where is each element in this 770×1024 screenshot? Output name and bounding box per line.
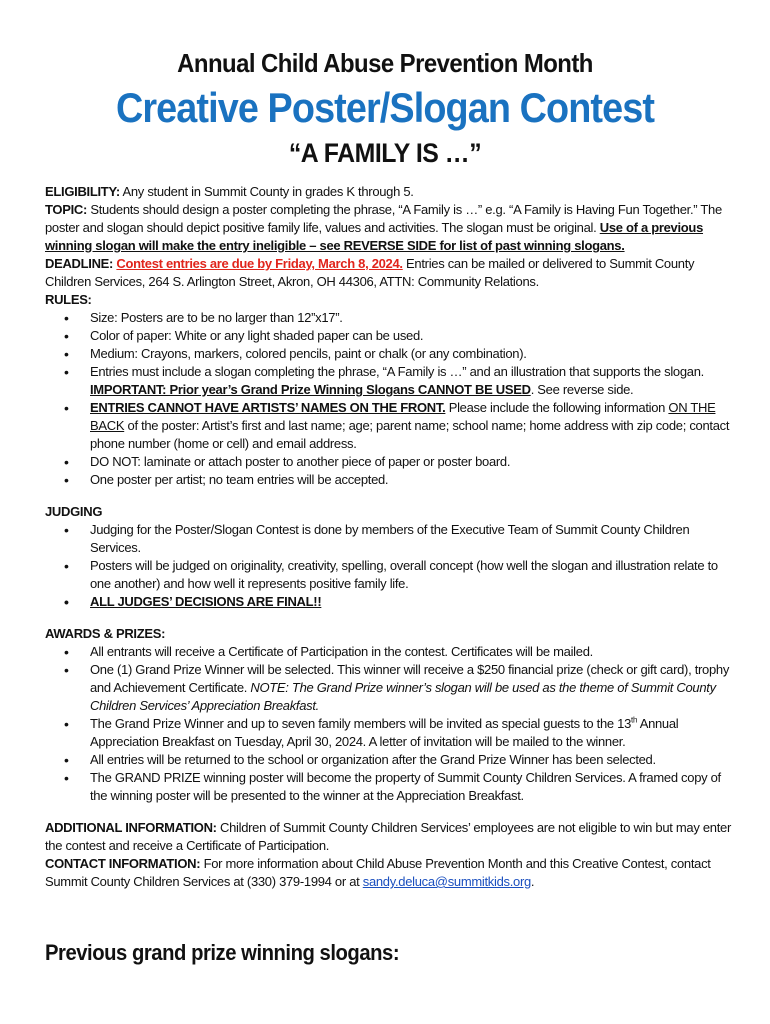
page-subtitle: “A FAMILY IS …” bbox=[288, 138, 482, 168]
contact-email-link[interactable]: sandy.deluca@summitkids.org bbox=[362, 874, 531, 889]
deadline-label: DEADLINE: bbox=[45, 256, 114, 271]
list-item: • Posters will be judged on originality, creativity, spelling, overall concept (how well the slogan and illustration relate to one another) and how well it represents positive family life. bbox=[90, 557, 735, 593]
award-tail: Annual Appreciation Breakfast on Tuesday, April 30, 2024. A letter of invitation will be mailed to the winner. bbox=[90, 716, 679, 749]
additional-label: ADDITIONAL INFORMATION: bbox=[45, 820, 217, 835]
additional-section bbox=[45, 819, 735, 855]
award-text: One (1) Grand Prize Winner will be selected. This winner will receive a $250 financial prize (check or gift card), trophy and Achievement Certificate. bbox=[90, 662, 730, 695]
judging-list bbox=[45, 521, 735, 611]
contact-section bbox=[45, 855, 735, 891]
topic-text: Students should design a poster completing the phrase, “A Family is …” e.g. “A Family is Having Fun Together.” The poster and slogan should depict positive family life, values and activities. The slogan must be original. bbox=[45, 202, 722, 235]
awards-list bbox=[45, 643, 735, 805]
list-item: • Color of paper: White or any light shaded paper can be used. bbox=[90, 327, 735, 345]
pre-title: Annual Child Abuse Prevention Month bbox=[177, 48, 593, 78]
award-text: The Grand Prize Winner and up to seven family members will be invited as special guests to the 13 bbox=[90, 716, 632, 731]
list-item: • DO NOT: laminate or attach poster to another piece of paper or poster board. bbox=[90, 453, 735, 471]
rule-tail: of the poster: Artist’s first and last name; age; parent name; school name; home address with zip code; contact phone number (home or cell) and email address. bbox=[90, 418, 730, 451]
awards-section bbox=[45, 625, 735, 805]
rule-text: Entries must include a slogan completing the phrase, “A Family is …” and an illustration that supports the slogan. bbox=[90, 364, 704, 379]
list-item: • The GRAND PRIZE winning poster will become the property of Summit County Children Services. A framed copy of the winning poster will be presented to the winner at the Appreciation Breakfast. bbox=[90, 769, 735, 805]
deadline-date: Contest entries are due by Friday, March 8, 2024. bbox=[116, 256, 403, 271]
deadline-section bbox=[45, 255, 735, 291]
list-item bbox=[90, 399, 735, 453]
topic-warning: Use of a previous winning slogan will make the entry ineligible – see REVERSE SIDE for list of past winning slogans. bbox=[45, 220, 704, 253]
list-item: • All entries will be returned to the school or organization after the Grand Prize Winner has been selected. bbox=[90, 751, 735, 769]
rules-list bbox=[45, 309, 735, 489]
list-item: • Size: Posters are to be no larger than 12”x17”. bbox=[90, 309, 735, 327]
judging-section bbox=[45, 503, 735, 611]
document-body bbox=[45, 183, 735, 891]
list-item bbox=[90, 363, 735, 399]
eligibility-label: ELIGIBILITY: bbox=[45, 184, 120, 199]
previous-slogans-heading: Previous grand prize winning slogans: bbox=[45, 940, 400, 965]
list-item: • One poster per artist; no team entries will be accepted. bbox=[90, 471, 735, 489]
rule-tail: . See reverse side. bbox=[530, 382, 634, 397]
additional-text: Children of Summit County Children Services’ employees are not eligible to win but may enter the contest and receive a Certificate of Participation. bbox=[45, 820, 731, 853]
rule-on-the-back: ON THE BACK bbox=[90, 400, 716, 433]
rule-text: Please include the following information bbox=[448, 400, 666, 415]
award-note: NOTE: The Grand Prize winner’s slogan will be used as the theme of Summit County Children Services’ Appreciation Breakfast. bbox=[90, 680, 716, 713]
rule-important: IMPORTANT: Prior year’s Grand Prize Winning Slogans CANNOT BE USED bbox=[90, 382, 531, 397]
list-item: • All entrants will receive a Certificate of Participation in the contest. Certificates will be mailed. bbox=[90, 643, 735, 661]
eligibility-text: Any student in Summit County in grades K through 5. bbox=[122, 184, 414, 199]
deadline-text: Entries can be mailed or delivered to Summit County Children Services, 264 S. Arlington Street, Akron, OH 44306, ATTN: Community Relations. bbox=[45, 256, 695, 289]
eligibility-section bbox=[45, 183, 735, 201]
topic-section bbox=[45, 201, 735, 255]
contact-tail: . bbox=[530, 874, 535, 889]
rule-names-warning: ENTRIES CANNOT HAVE ARTISTS’ NAMES ON THE FRONT. bbox=[90, 400, 446, 415]
awards-label: AWARDS & PRIZES: bbox=[45, 626, 166, 641]
topic-label: TOPIC: bbox=[45, 202, 88, 217]
rules-label: RULES: bbox=[45, 292, 92, 307]
list-item bbox=[90, 715, 735, 751]
list-item: • ALL JUDGES’ DECISIONS ARE FINAL!! bbox=[90, 593, 735, 611]
page-title: Creative Poster/Slogan Contest bbox=[115, 84, 655, 131]
contact-label: CONTACT INFORMATION: bbox=[45, 856, 201, 871]
contact-text: For more information about Child Abuse Prevention Month and this Creative Contest, contact Summit County Children Services at (330) 379-1994 or at bbox=[45, 856, 711, 889]
judging-label: JUDGING bbox=[45, 504, 103, 519]
rules-section bbox=[45, 291, 735, 489]
list-item: • Medium: Crayons, markers, colored pencils, paint or chalk (or any combination). bbox=[90, 345, 735, 363]
list-item: • Judging for the Poster/Slogan Contest is done by members of the Executive Team of Summit County Children Services. bbox=[90, 521, 735, 557]
award-superscript: th bbox=[631, 715, 638, 725]
list-item bbox=[90, 661, 735, 715]
